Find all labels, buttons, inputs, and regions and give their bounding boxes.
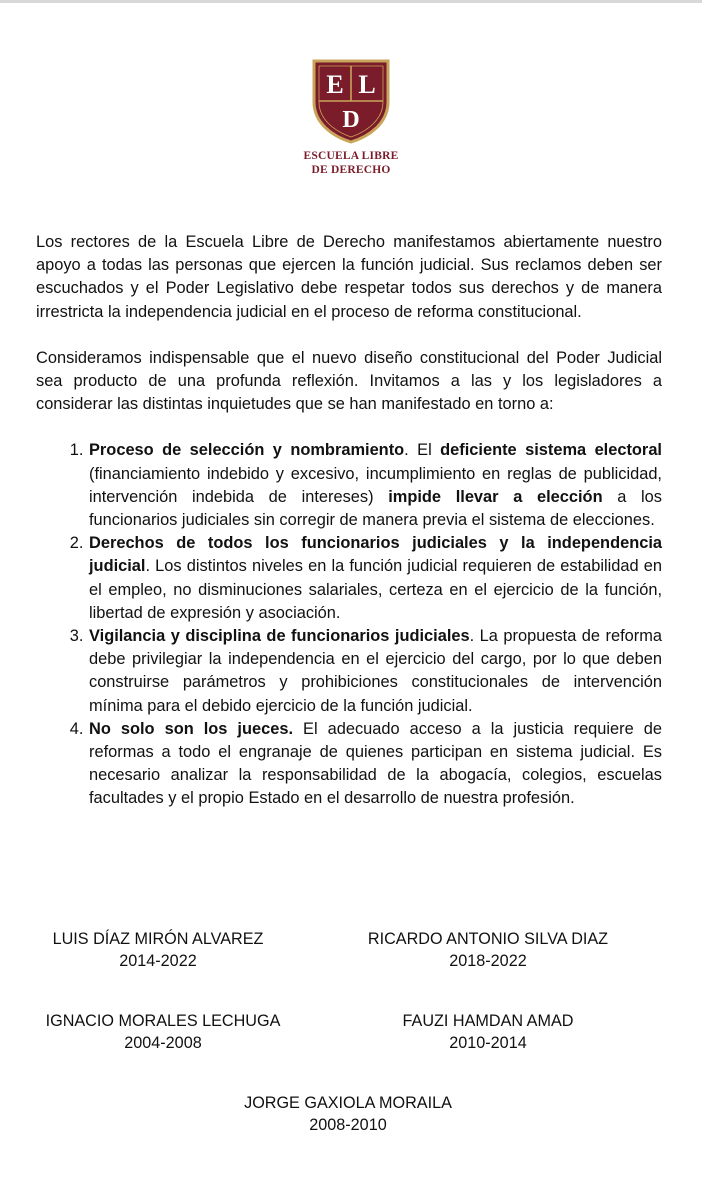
list-item xyxy=(88,625,662,718)
list-item xyxy=(88,439,662,532)
intro-paragraph: Consideramos indispensable que el nuevo diseño constitucional del Poder Judicial sea producto de una profunda reflexión. Invitamos a las y los legisladores a considerar las distintas inquietudes que se han manifestado en torno a: xyxy=(36,348,662,414)
signatory-years: 2008-2010 xyxy=(309,1116,387,1134)
list-item xyxy=(88,532,662,625)
point-text: (financiamiento indebido y excesivo, incumplimiento en reglas de publicidad, intervención indebida de intereses) xyxy=(89,464,662,506)
signatory xyxy=(30,1010,296,1054)
point-text: . La propuesta de reforma debe privilegiar la independencia en el ejercicio del cargo, por lo que deben construirse parámetros y prohibiciones constitucionales de intervención mínima para el debido ejercicio de la función judicial. xyxy=(89,627,663,715)
signatory-name: RICARDO ANTONIO SILVA DIAZ xyxy=(367,930,609,948)
point-text: . El xyxy=(404,441,441,460)
point-emphasis: deficiente sistema electoral xyxy=(440,441,662,460)
signatory-name: FAUZI HAMDAN AMAD xyxy=(402,1012,574,1030)
point-text: El adecuado acceso a la justicia requiere de reformas a todo el engranaje de quienes participan en sistema judicial. Es necesario analizar la responsabilidad de la abogacía, colegios, escuelas facultades y el propio Estado en el desarrollo de nuestra profesión. xyxy=(89,719,662,808)
logo-letter-l: L xyxy=(358,70,376,99)
point-title: Derechos de todos los funcionarios judiciales y la independencia judicial xyxy=(89,534,662,576)
point-emphasis: impide llevar a elección xyxy=(388,487,603,506)
signatory xyxy=(388,1010,588,1054)
point-text: a los funcionarios judiciales sin corregir de manera previa el sistema de elecciones. xyxy=(89,487,662,530)
signatory-name: LUIS DÍAZ MIRÓN ALVAREZ xyxy=(52,930,264,948)
school-logo xyxy=(300,58,402,177)
signatory-years: 2014-2022 xyxy=(119,952,197,970)
signatory-years: 2010-2014 xyxy=(449,1034,527,1052)
signatory xyxy=(350,928,626,972)
logo-letter-e: E xyxy=(326,70,344,99)
list-item xyxy=(88,718,662,811)
signatory-name: JORGE GAXIOLA MORAILA xyxy=(244,1094,452,1112)
logo-name-line2: DE DERECHO xyxy=(311,164,391,176)
signatory xyxy=(38,928,278,972)
logo-name-line1: ESCUELA LIBRE xyxy=(303,150,399,162)
point-title: No solo son los jueces. xyxy=(89,719,294,738)
logo-letter-d: D xyxy=(342,107,360,133)
letter-body xyxy=(36,231,662,811)
intro-paragraph: Los rectores de la Escuela Libre de Derecho manifestamos abiertamente nuestro apoyo a todas las personas que ejercen la función judicial. Sus reclamos deben ser escuchados y el Poder Legislativo debe respetar todos sus derechos y de manera irrestricta la independencia judicial en el proceso de reforma constitucional. xyxy=(36,233,662,321)
point-text: . Los distintos niveles en la función judicial requieren de estabilidad en el empleo, no disminuciones salariales, certeza en el ejercicio de la función, libertad de expresión y asociación. xyxy=(89,557,662,622)
top-divider xyxy=(0,0,702,3)
points-list xyxy=(36,439,662,810)
signatory-name: IGNACIO MORALES LECHUGA xyxy=(45,1012,281,1030)
signatory-years: 2018-2022 xyxy=(449,952,527,970)
shield-emblem-icon xyxy=(311,58,391,144)
point-title: Proceso de selección y nombramiento xyxy=(89,441,405,460)
signatory-years: 2004-2008 xyxy=(124,1034,202,1052)
signatory xyxy=(224,1092,472,1136)
point-title: Vigilancia y disciplina de funcionarios judiciales xyxy=(89,627,470,646)
